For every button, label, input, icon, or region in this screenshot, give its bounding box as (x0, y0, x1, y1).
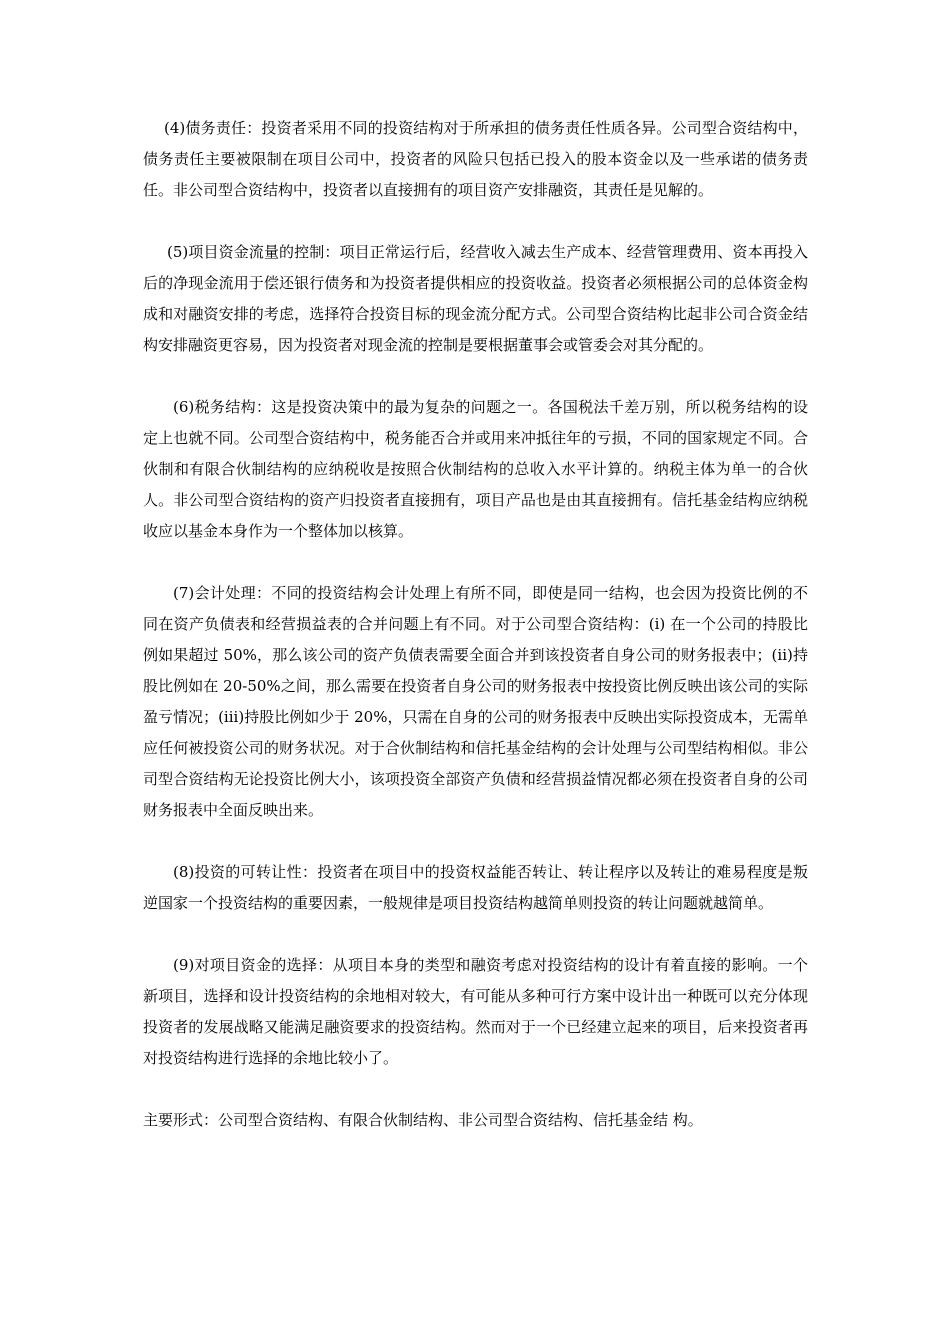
paragraph-main-forms: 主要形式：公司型合资结构、有限合伙制结构、非公司型合资结构、信托基金结 构。 (143, 1111, 703, 1129)
paragraph-debt-liability: (4)债务责任：投资者采用不同的投资结构对于所承担的债务责任性质各异。公司型合资结构中，债务责任主要被限制在项目公司中，投资者的风险只包括已投入的股本资金以及一些承诺的债务责任。非公司型合资结构中，投资者以直接拥有的项目资产安排融资，其责任是见解的。 (143, 119, 808, 199)
paragraph-transferability: (8)投资的可转让性：投资者在项目中的投资权益能否转让、转让程序以及转让的难易程度是叛逆国家一个投资结构的重要因素，一般规律是项目投资结构越简单则投资的转让问题就越简单。 (143, 863, 808, 912)
paragraph-accounting-treatment: (7)会计处理：不同的投资结构会计处理上有所不同，即使是同一结构，也会因为投资比例的不同在资产负债表和经营损益表的合并问题上有不同。对于公司型合资结构：(i) 在一个公司的持股比例如果超过 50%，那么该公司的资产负债表需要全面合并到该投资者自身公司的财务报表中；(ii)持股比例如在 20-50%之间，那么需要在投资者自身公司的财务报表中按投资比例反映出该公司的实际盈亏情况；(iii)持股比例如少于 20%，只需在自身的公司的财务报表中反映出实际投资成本，无需单应任何被投资公司的财务状况。对于合伙制结构和信托基金结构的会计处理与公司型结构相似。非公司型合资结构无论投资比例大小，该项投资全部资产负债和经营损益情况都必须在投资者自身的公司财务报表中全面反映出来。 (143, 584, 808, 819)
paragraph-tax-structure: (6)税务结构：这是投资决策中的最为复杂的问题之一。各国税法千差万别，所以税务结构的设定上也就不同。公司型合资结构中，税务能否合并或用来冲抵往年的亏损，不同的国家规定不同。合伙制和有限合伙制结构的应纳税收是按照合伙制结构的总收入水平计算的。纳税主体为单一的合伙人。非公司型合资结构的资产归投资者直接拥有，项目产品也是由其直接拥有。信托基金结构应纳税收应以基金本身作为一个整体加以核算。 (143, 398, 808, 540)
document-page (143, 113, 808, 1136)
paragraph-project-selection: (9)对项目资金的选择：从项目本身的类型和融资考虑对投资结构的设计有着直接的影响。一个新项目，选择和设计投资结构的余地相对较大，有可能从多种可行方案中设计出一种既可以充分体现投资者的发展战略又能满足融资要求的投资结构。然而对于一个已经建立起来的项目，后来投资者再对投资结构进行选择的余地比较小了。 (143, 956, 808, 1067)
paragraph-cash-flow-control: (5)项目资金流量的控制：项目正常运行后，经营收入减去生产成本、经营管理费用、资本再投入后的净现金流用于偿还银行债务和为投资者提供相应的投资收益。投资者必须根据公司的总体资金构成和对融资安排的考虑，选择符合投资目标的现金流分配方式。公司型合资结构比起非公司合资金结构安排融资更容易，因为投资者对现金流的控制是要根据董事会或管委会对其分配的。 (143, 243, 808, 354)
